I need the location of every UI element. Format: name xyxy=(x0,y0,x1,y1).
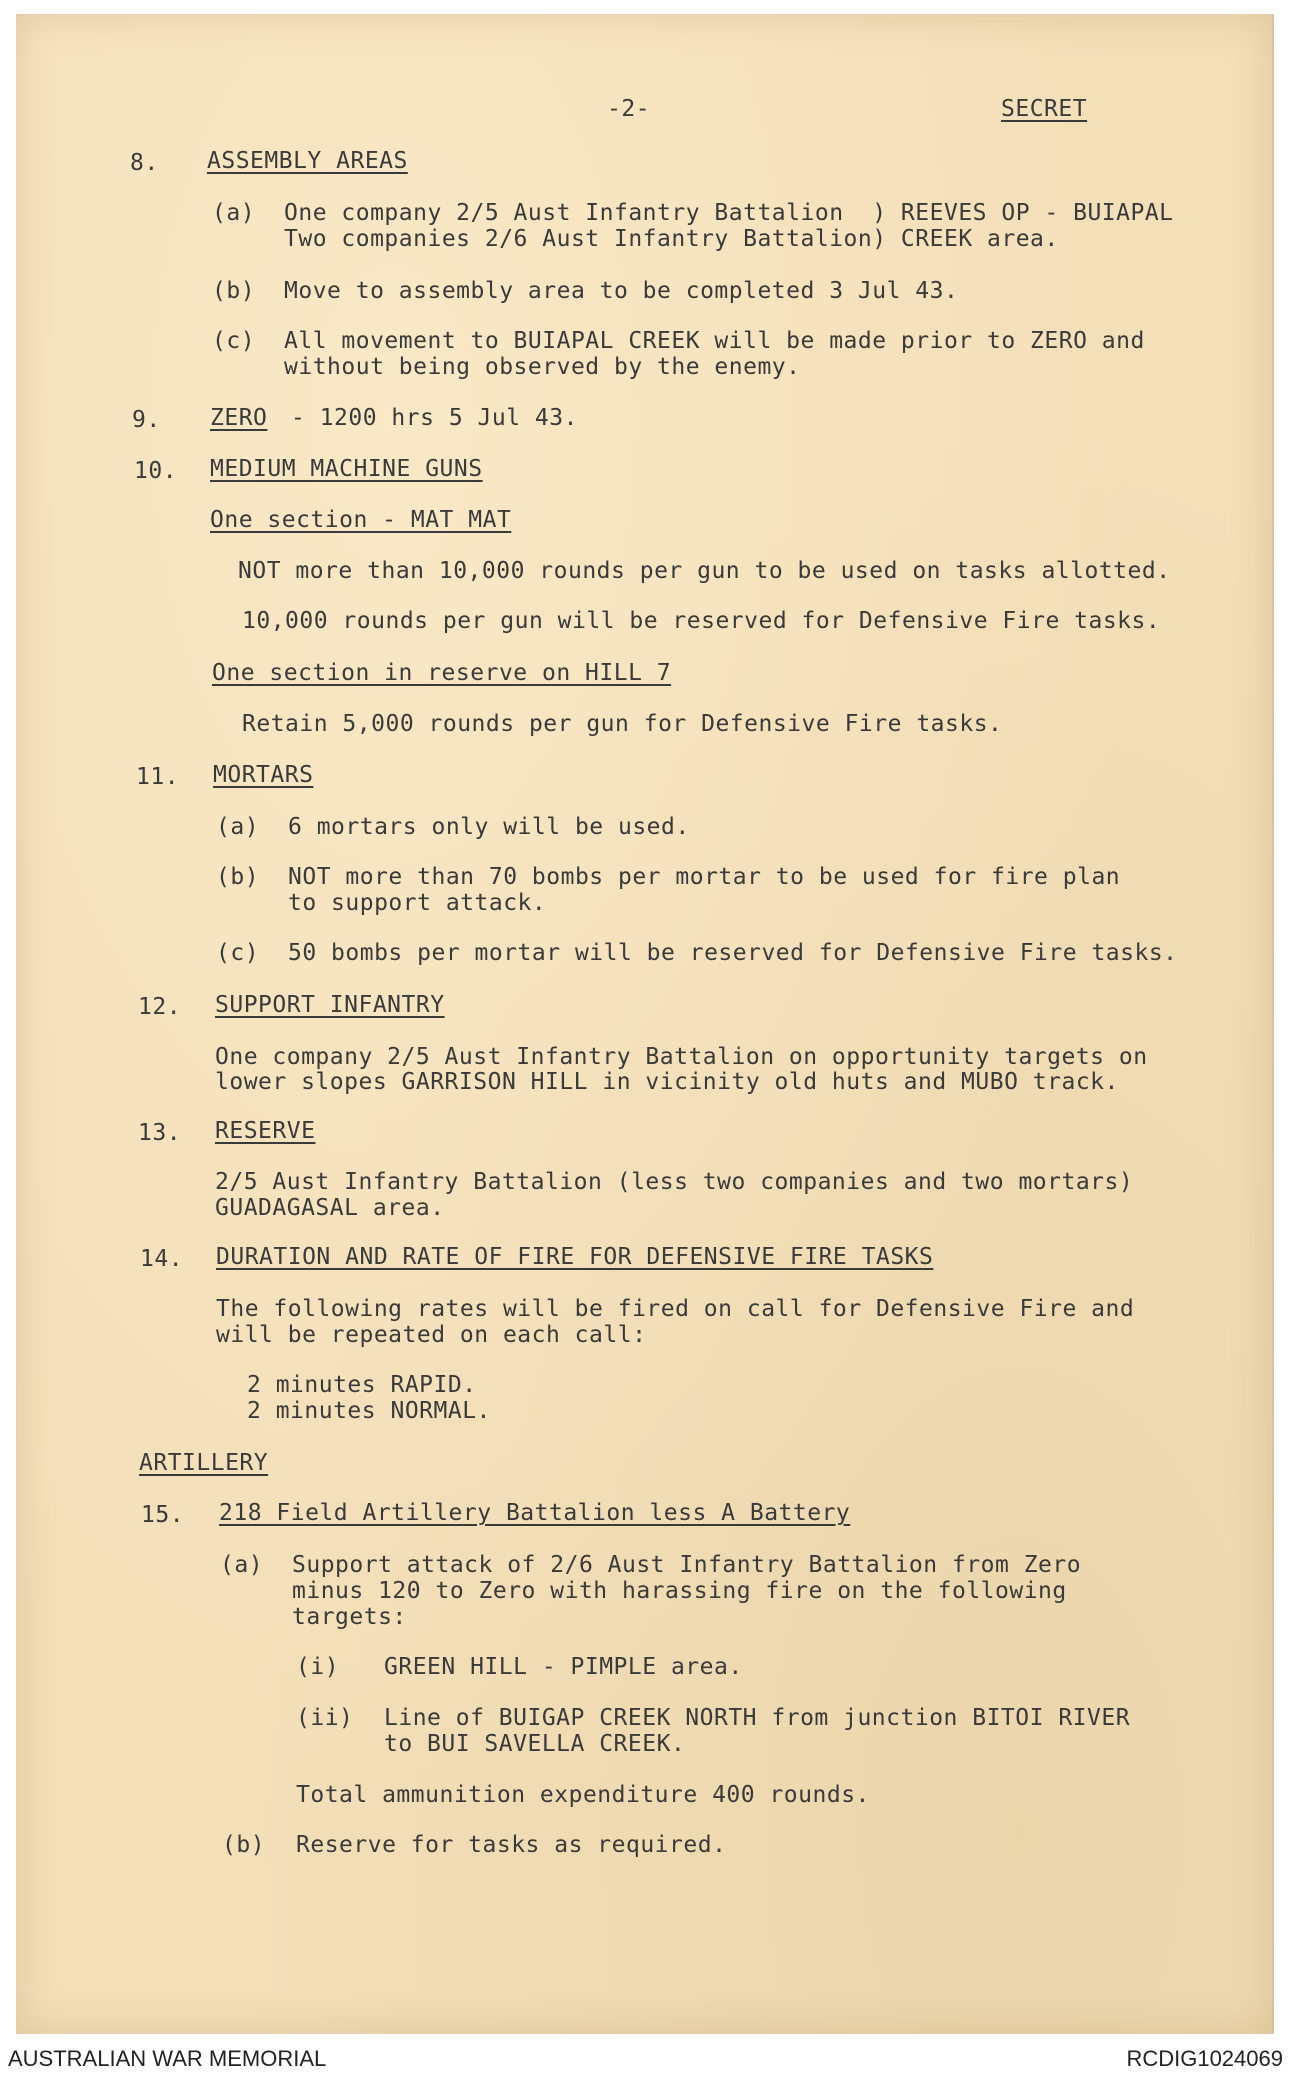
section-13-number: 13. xyxy=(138,1120,182,1146)
section-11b-line2: to support attack. xyxy=(288,890,547,916)
section-15a-i-label: (i) xyxy=(296,1654,340,1680)
section-8a-line2: Two companies 2/6 Aust Infantry Battalion) CREEK area. xyxy=(284,226,1059,252)
section-15a-label: (a) xyxy=(220,1552,264,1578)
section-15a-line2: minus 120 to Zero with harassing fire on the following xyxy=(292,1578,1067,1604)
section-9-title: ZERO xyxy=(210,405,268,431)
page-number: -2- xyxy=(607,96,651,122)
section-15b-text: Reserve for tasks as required. xyxy=(296,1832,727,1858)
section-15a-ii-label: (ii) xyxy=(296,1705,354,1731)
section-12-line1: One company 2/5 Aust Infantry Battalion on opportunity targets on xyxy=(215,1044,1148,1070)
section-8-title: ASSEMBLY AREAS xyxy=(207,148,408,174)
section-8c-label: (c) xyxy=(212,328,256,354)
section-15a-line1: Support attack of 2/6 Aust Infantry Battalion from Zero xyxy=(292,1552,1082,1578)
document-page xyxy=(16,14,1274,2034)
section-10-line1: NOT more than 10,000 rounds per gun to be used on tasks allotted. xyxy=(238,558,1171,584)
artillery-heading: ARTILLERY xyxy=(139,1450,269,1476)
section-8c-line1: All movement to BUIAPAL CREEK will be made prior to ZERO and xyxy=(284,328,1145,354)
section-10-line3: Retain 5,000 rounds per gun for Defensive Fire tasks. xyxy=(242,711,1003,737)
section-10-sub2: One section in reserve on HILL 7 xyxy=(212,660,672,686)
section-13-line1: 2/5 Aust Infantry Battalion (less two companies and two mortars) xyxy=(215,1169,1134,1195)
section-10-sub1: One section - MAT MAT xyxy=(210,507,512,533)
section-15a-i-text: GREEN HILL - PIMPLE area. xyxy=(384,1654,743,1680)
section-15b-label: (b) xyxy=(222,1832,266,1858)
section-10-line2: 10,000 rounds per gun will be reserved for Defensive Fire tasks. xyxy=(242,608,1161,634)
section-15a-ii-line2: to BUI SAVELLA CREEK. xyxy=(384,1731,686,1757)
section-12-line2: lower slopes GARRISON HILL in vicinity old huts and MUBO track. xyxy=(215,1069,1119,1095)
section-11c-line1: 50 bombs per mortar will be reserved for Defensive Fire tasks. xyxy=(288,940,1178,966)
section-11a-label: (a) xyxy=(216,814,260,840)
section-8a-label: (a) xyxy=(212,200,256,226)
section-11b-line1: NOT more than 70 bombs per mortar to be used for fire plan xyxy=(288,864,1121,890)
section-9-text: - 1200 hrs 5 Jul 43. xyxy=(291,405,578,431)
section-13-title: RESERVE xyxy=(215,1118,316,1144)
section-11c-label: (c) xyxy=(216,940,260,966)
section-11-number: 11. xyxy=(136,764,180,790)
section-15-title: 218 Field Artillery Battalion less A Battery xyxy=(219,1500,851,1526)
section-10-title: MEDIUM MACHINE GUNS xyxy=(210,456,483,482)
section-11-title: MORTARS xyxy=(213,762,314,788)
footer-item-id: RCDIG1024069 xyxy=(1126,2046,1283,2071)
section-14-rate1: 2 minutes RAPID. xyxy=(247,1372,477,1398)
section-8-number: 8. xyxy=(130,150,159,176)
section-14-rate2: 2 minutes NORMAL. xyxy=(247,1398,491,1424)
section-14-title: DURATION AND RATE OF FIRE FOR DEFENSIVE FIRE TASKS xyxy=(216,1244,934,1270)
section-15a-line3: targets: xyxy=(292,1604,407,1630)
section-15a-total: Total ammunition expenditure 400 rounds. xyxy=(296,1782,870,1808)
section-12-title: SUPPORT INFANTRY xyxy=(215,992,445,1018)
section-11a-line1: 6 mortars only will be used. xyxy=(288,814,690,840)
section-8c-line2: without being observed by the enemy. xyxy=(284,354,801,380)
section-8b-label: (b) xyxy=(212,278,256,304)
section-9-number: 9. xyxy=(132,407,161,433)
section-15a-ii-line1: Line of BUIGAP CREEK NORTH from junction BITOI RIVER xyxy=(384,1705,1131,1731)
section-12-number: 12. xyxy=(138,994,182,1020)
section-8a-line1: One company 2/5 Aust Infantry Battalion ) REEVES OP - BUIAPAL xyxy=(284,200,1174,226)
section-10-number: 10. xyxy=(134,458,178,484)
classification-label: SECRET xyxy=(1001,96,1088,122)
footer-archive-name: AUSTRALIAN WAR MEMORIAL xyxy=(8,2046,327,2071)
section-15-number: 15. xyxy=(141,1502,185,1528)
section-8b-line1: Move to assembly area to be completed 3 Jul 43. xyxy=(284,278,959,304)
section-14-line2: will be repeated on each call: xyxy=(216,1322,647,1348)
section-11b-label: (b) xyxy=(216,864,260,890)
section-13-line2: GUADAGASAL area. xyxy=(215,1195,445,1221)
section-14-line1: The following rates will be fired on call for Defensive Fire and xyxy=(216,1296,1135,1322)
section-14-number: 14. xyxy=(140,1246,184,1272)
